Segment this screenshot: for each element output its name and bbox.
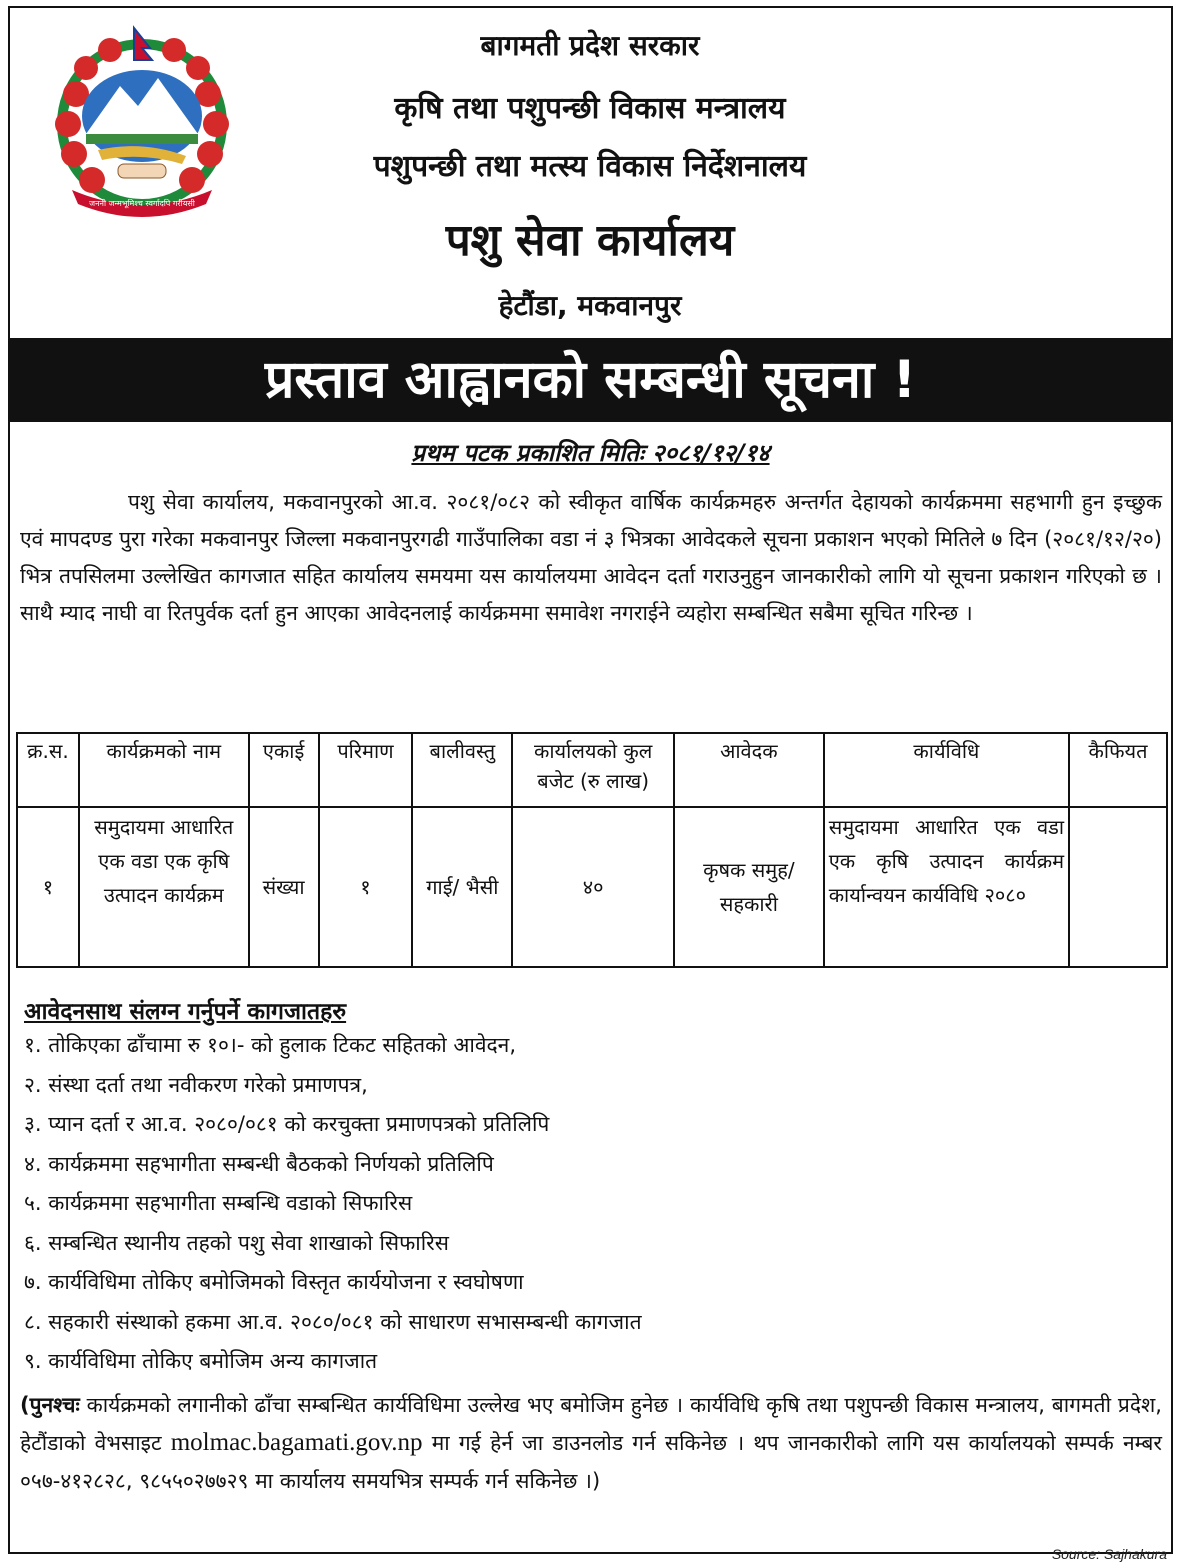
cell-applicant: कृषक समुह/ सहकारी: [674, 807, 824, 967]
cell-procedure: समुदायमा आधारित एक वडा एक कृषि उत्पादन कार्यक्रम कार्यान्वयन कार्यविधि २०८०: [824, 807, 1069, 967]
emblem-motto: जननी जन्मभूमिश्च स्वर्गादपि गरीयसी: [89, 199, 195, 208]
list-item: ८. सहकारी संस्थाको हकमा आ.व. २०८०/०८१ को साधारण सभासम्बन्धी कागजात: [24, 1309, 642, 1334]
list-item: ५. कार्यक्रममा सहभागीता सम्बन्धि वडाको सिफारिस: [24, 1191, 413, 1215]
cell-crop: गाई/ भैसी: [412, 807, 512, 967]
program-table: [16, 732, 1168, 968]
source-credit: Source: Sajhakura: [1051, 1546, 1167, 1562]
handshake-icon: [118, 164, 166, 178]
col-header-sn: क्र.स.: [17, 733, 79, 807]
website-link[interactable]: molmac.bagamati.gov.np: [170, 1429, 423, 1456]
directorate-name: पशुपन्छी तथा मत्स्य विकास निर्देशनालय: [373, 149, 807, 184]
documents-heading: आवेदनसाथ संलग्न गर्नुपर्ने कागजातहरु: [24, 999, 347, 1025]
notice-paragraph: पशु सेवा कार्यालय, मकवानपुरको आ.व. २०८१/०८२ को स्वीकृत वार्षिक कार्यक्रमहरु अन्तर्गत देहायको कार्यक्रममा सहभागी हुन इच्छुक एवं मापदण्ड पुरा गरेका मकवानपुर जिल्ला मकवानपुरगढी गाउँपालिका वडा नं ३ भित्रका आवेदकले सूचना प्रकाशन भएको मितिले ७ दिन (२०८१/१२/२०) भित्र तपसिलमा उल्लेखित कागजात सहित कार्यालय समयमा यस कार्यालयमा आवेदन दर्ता गराउनुहुन जानकारीको लागि यो सूचना प्रकाशन गरिएको छ । साथै म्याद नाघी वा रितपुर्वक दर्ता हुन आएका आवेदनलाई कार्यक्रममा समावेश नगराईने व्यहोरा सम्बन्धित सबैमा सूचित गरिन्छ ।: [20, 490, 1162, 625]
publication-date: [10, 436, 1171, 469]
cell-unit: संख्या: [249, 807, 319, 967]
col-header-name: कार्यक्रमको नाम: [79, 733, 249, 807]
col-header-remarks: कैफियत: [1069, 733, 1167, 807]
cell-budget: ४०: [512, 807, 674, 967]
col-header-qty: परिमाण: [319, 733, 413, 807]
col-header-unit: एकाई: [249, 733, 319, 807]
postscript: [20, 1386, 1162, 1500]
table-row: [17, 807, 1167, 967]
notice-page: [8, 6, 1173, 1554]
col-header-applicant: आवेदक: [674, 733, 824, 807]
cell-sn: १: [17, 807, 79, 967]
header: [10, 8, 1171, 336]
province-government: बागमती प्रदेश सरकार: [480, 29, 700, 62]
ministry-name: कृषि तथा पशुपन्छी विकास मन्त्रालय: [394, 91, 786, 126]
documents-list: [24, 1026, 1164, 1382]
list-item: १. तोकिएका ढाँचामा रु १०।- को हुलाक टिकट सहितको आवेदन,: [24, 1033, 516, 1057]
list-item: ७. कार्यविधिमा तोकिए बमोजिमको विस्तृत कार्ययोजना र स्वघोषणा: [24, 1270, 524, 1294]
postscript-text-1: कार्यक्रमको लगानीको ढाँचा सम्बन्धित कार्यविधिमा उल्लेख भए बमोजिम हुनेछ । कार्यविधि कृषि तथा पशुपन्छी विकास मन्त्रालय, बागमती प्रदेश, हेटौंडाको वेभसाइट: [20, 1393, 1162, 1455]
list-item: ३. प्यान दर्ता र आ.व. २०८०/०८१ को करचुक्ता प्रमाणपत्रको प्रतिलिपि: [24, 1112, 550, 1136]
table-header-row: [17, 733, 1167, 807]
list-item: २. संस्था दर्ता तथा नवीकरण गरेको प्रमाणपत्र,: [24, 1072, 368, 1097]
col-header-procedure: कार्यविधि: [824, 733, 1069, 807]
list-item: ४. कार्यक्रममा सहभागीता सम्बन्धी बैठकको निर्णयको प्रतिलिपि: [24, 1151, 494, 1176]
col-header-budget: कार्यालयको कुल बजेट (रु लाख): [512, 733, 674, 807]
col-header-crop: बालीवस्तु: [412, 733, 512, 807]
list-item: ६. सम्बन्धित स्थानीय तहको पशु सेवा शाखाको सिफारिस: [24, 1230, 449, 1255]
postscript-lead: (पुनश्चः: [20, 1393, 80, 1417]
list-item: ९. कार्यविधिमा तोकिए बमोजिम अन्य कागजात: [24, 1349, 378, 1373]
notice-banner: प्रस्ताव आह्वानको सम्बन्धी सूचना !: [10, 338, 1171, 422]
cell-name: समुदायमा आधारित एक वडा एक कृषि उत्पादन कार्यक्रम: [79, 807, 249, 967]
office-name: पशु सेवा कार्यालय: [445, 215, 735, 266]
publication-date-text: प्रथम पटक प्रकाशित मितिः २०८१/१२/१४: [411, 439, 770, 467]
postscript-text-2: मा गई हेर्न जा डाउनलोड गर्न सकिनेछ । थप जानकारीको लागि यस कार्यालयको सम्पर्क नम्बर ०५७-४१२८२८, ९८५५०२७७२९ मा कार्यालय समयभित्र सम्पर्क गर्न सकिनेछ ।): [20, 1431, 1163, 1493]
cell-qty: १: [319, 807, 413, 967]
office-location: हेटौंडा, मकवानपुर: [498, 289, 682, 322]
cell-remarks: [1069, 807, 1167, 967]
